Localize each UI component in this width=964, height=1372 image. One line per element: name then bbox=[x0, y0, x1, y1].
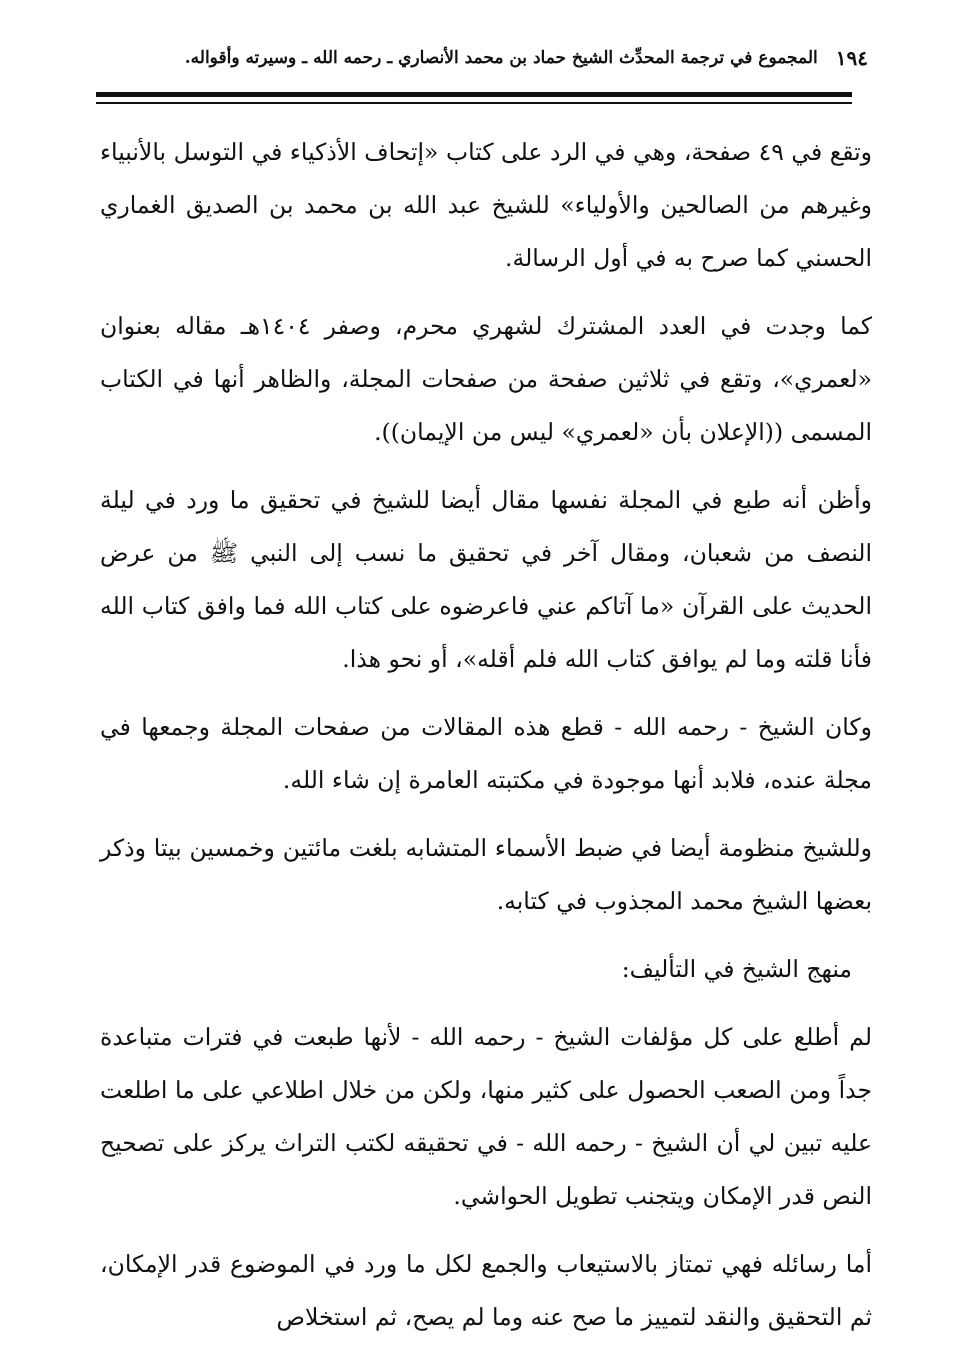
paragraph-methodology-tahqiq: لم أطلع على كل مؤلفات الشيخ - رحمه الله - لأنها طبعت في فترات متباعدة جداً ومن الصعب الحصول على كثير منها، ولكن من خلال اطلاعي على ما اطلعت عليه تبين لي أن الشيخ - رحمه الله - في تحقيقه لكتب التراث يركز على تصحيح النص قدر الإمكان ويتجنب تطويل الحواشي. bbox=[100, 1023, 872, 1210]
paragraph-methodology-rasail: أما رسائله فهي تمتاز بالاستيعاب والجمع لكل ما ورد في الموضوع قدر الإمكان، ثم التحقيق والنقد لتمييز ما صح عنه وما لم يصح، ثم استخلاص bbox=[100, 1250, 872, 1331]
page-number: ١٩٤ bbox=[835, 46, 868, 70]
paragraph-maqala-shaban: وأظن أنه طبع في المجلة نفسها مقال أيضا للشيخ في تحقيق ما ورد في ليلة النصف من شعبان، ومقال آخر في تحقيق ما نسب إلى النبي ﷺ من عرض الحديث على القرآن «ما آتاكم عني فاعرضوه على كتاب الله فما وافق كتاب الله فأنا قلته وما لم يوافق كتاب الله فلم أقله»، أو نحو هذا. bbox=[100, 486, 872, 673]
header-rule-thin bbox=[96, 102, 852, 104]
page-body bbox=[100, 126, 872, 1359]
paragraph-maqala-laamri: كما وجدت في العدد المشترك لشهري محرم، وصفر ١٤٠٤هـ مقاله بعنوان «لعمري»، وتقع في ثلاثين صفحة من صفحات المجلة، والظاهر أنها في الكتاب المسمى ((الإعلان بأن «لعمري» ليس من الإيمان)). bbox=[100, 312, 873, 446]
running-header bbox=[96, 38, 868, 78]
section-heading-methodology: منهج الشيخ في التأليف: bbox=[621, 955, 852, 983]
paragraph-maqalat-collected: وكان الشيخ - رحمه الله - قطع هذه المقالات من صفحات المجلة وجمعها في مجلة عنده، فلابد أنها موجودة في مكتبته العامرة إن شاء الله. bbox=[100, 713, 872, 794]
paragraph-manzuma: وللشيخ منظومة أيضا في ضبط الأسماء المتشابه بلغت مائتين وخمسين بيتا وذكر بعضها الشيخ محمد المجذوب في كتابه. bbox=[100, 834, 872, 915]
header-rule-thick bbox=[96, 92, 852, 97]
running-title: المجموع في ترجمة المحدِّث الشيخ حماد بن محمد الأنصاري ـ رحمه الله ـ وسيرته وأقواله. bbox=[184, 48, 818, 68]
paragraph-risala-tawassul: وتقع في ٤٩ صفحة، وهي في الرد على كتاب «إتحاف الأذكياء في التوسل بالأنبياء وغيرهم من الصالحين والأولياء» للشيخ عبد الله بن محمد بن الصديق الغماري الحسني كما صرح به في أول الرسالة. bbox=[100, 138, 873, 272]
